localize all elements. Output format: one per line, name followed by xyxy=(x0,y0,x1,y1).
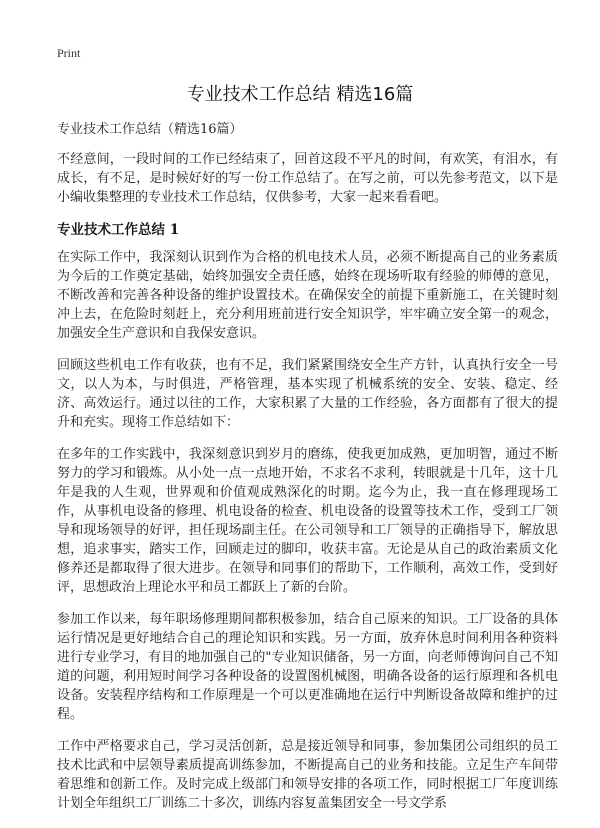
section-heading: 专业技术工作总结 1 xyxy=(57,222,180,238)
body-paragraph: 在实际工作中，我深刻认识到作为合格的机电技术人员，必须不断提高自己的业务素质为今后的工作奠定基础，始终加强安全责任感，始终在现场听取有经验的师傅的意见，不断改善和完善各种设备的维护设置技术。在确保安全的前提下重新施工，在关键时刻冲上去，在危险时刻赶上，充分利用班前进行安全知识学，牢牢确立安全第一的观念，加强安全生产意识和自我保安意识。 xyxy=(57,250,558,341)
body-paragraph: 参加工作以来，每年职场修理期间都积极参加，结合自己原来的知识。工厂设备的具体运行情况是更好地结合自己的理论知识和实践。另一方面，放弃休息时间利用各种资料进行专业学习，有目的地加强自己的"专业知识储备，另一方面，向老师傅询问自己不知道的问题，利用短时间学习各种设备的设置图机械图，明确各设备的运行原理和各机电设备。安装程序结构和工作原理是一个可以更准确地在运行中判断设备故障和维护的过程。 xyxy=(57,612,558,722)
intro-paragraph: 不经意间，一段时间的工作已经结束了，回首这段不平凡的时间，有欢笑，有泪水，有成长，有不足，是时候好好的写一份工作总结了。在写之前，可以先参考范文，以下是小编收集整理的专业技术工作总结，仅供参考，大家一起来看看吧。 xyxy=(57,152,558,205)
document-subtitle: 专业技术工作总结（精选16篇） xyxy=(57,122,243,137)
body-paragraph: 回顾这些机电工作有收获，也有不足，我们紧紧围绕安全生产方针，认真执行安全一号文，以人为本，与时俱进，严格管理，基本实现了机械系统的安全、安装、稳定、经济、高效运行。通过以往的工作，大家积累了大量的工作经验，各方面都有了很大的提升和充实。现将工作总结如下： xyxy=(57,358,558,430)
body-paragraph: 在多年的工作实践中，我深刻意识到岁月的磨练，使我更加成熟，更加明智，通过不断努力的学习和锻炼。从小处一点一点地开始，不求名不求利，转眼就是十几年，这十几年是我的人生观，世界观和价值观成熟深化的时期。迄今为止，我一直在修理现场工作，从事机电设备的修理、机电设备的检查、机电设备的设置等技术工作，受到工厂领导和现场领导的好评，担任现场副主任。在公司领导和工厂领导的正确指导下，解放思想，追求事实，踏实工作，回顾走过的脚印，收获丰富。无论是从自己的政治素质文化修养还是都取得了很大进步。在领导和同事们的帮助下，工作顺利，高效工作，受到好评，思想政治上理论水平和员工都跃上了新的台阶。 xyxy=(57,447,558,595)
page-title: 专业技术工作总结 精选16篇 xyxy=(186,84,414,105)
print-label: Print xyxy=(57,46,81,60)
document-body xyxy=(57,120,558,826)
body-paragraph: 工作中严格要求自己，学习灵活创新，总是接近领导和同事，参加集团公司组织的员工技术比武和中层领导素质提高训练参加，不断提高自己的业务和技能。立足生产车间带着思维和创新工作。及时完成上级部门和领导安排的各项工作，同时根据工厂年度训练计划全年组织工厂训练二十多次，训练内容复盖集团安全一号文学系 xyxy=(57,739,558,811)
